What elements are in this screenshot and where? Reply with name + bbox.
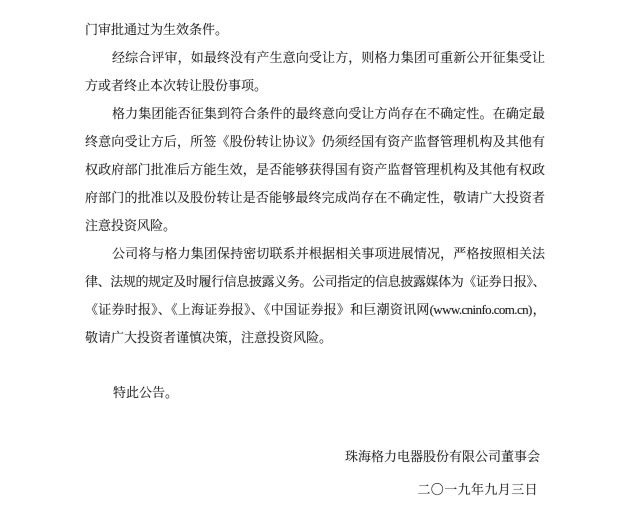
document-body bbox=[85, 16, 545, 352]
text-line: 经综合评审，如最终没有产生意向受让方，则格力集团可重新公开征集受让 bbox=[112, 50, 545, 65]
text-line: 格力集团能否征集到符合条件的最终意向受让方尚存在不确定性。在确定最 bbox=[112, 106, 545, 121]
announcement-date: 二〇一九年九月三日 bbox=[417, 482, 538, 497]
text-line: 权政府部门批准后方能生效，是否能够获得国有资产监督管理机构及其他有权政 bbox=[85, 162, 545, 177]
signature-board-of-directors: 珠海格力电器股份有限公司董事会 bbox=[344, 449, 540, 464]
text-line: 府部门的批准以及股份转让是否能够最终完成尚存在不确定性，敬请广大投资者 bbox=[85, 190, 545, 205]
text-line: 敬请广大投资者谨慎决策，注意投资风险。 bbox=[85, 330, 333, 345]
text-line: 公司将与格力集团保持密切联系并根据相关事项进展情况，严格按照相关法 bbox=[112, 246, 545, 261]
text-line: 注意投资风险。 bbox=[85, 218, 177, 233]
text-line: 《证券时报》、《上海证券报》、《中国证券报》和巨潮资讯网(www.cninfo.com.cn)， bbox=[85, 302, 545, 317]
text-line: 门审批通过为生效条件。 bbox=[85, 22, 229, 37]
text-line: 终意向受让方后，所签《股份转让协议》仍须经国有资产监督管理机构及其他有 bbox=[85, 134, 545, 149]
text-line: 方或者终止本次转让股份事项。 bbox=[85, 78, 268, 93]
closing-statement: 特此公告。 bbox=[113, 385, 179, 400]
text-line: 律、法规的规定及时履行信息披露义务。公司指定的信息披露媒体为《证券日报》、 bbox=[85, 274, 545, 289]
